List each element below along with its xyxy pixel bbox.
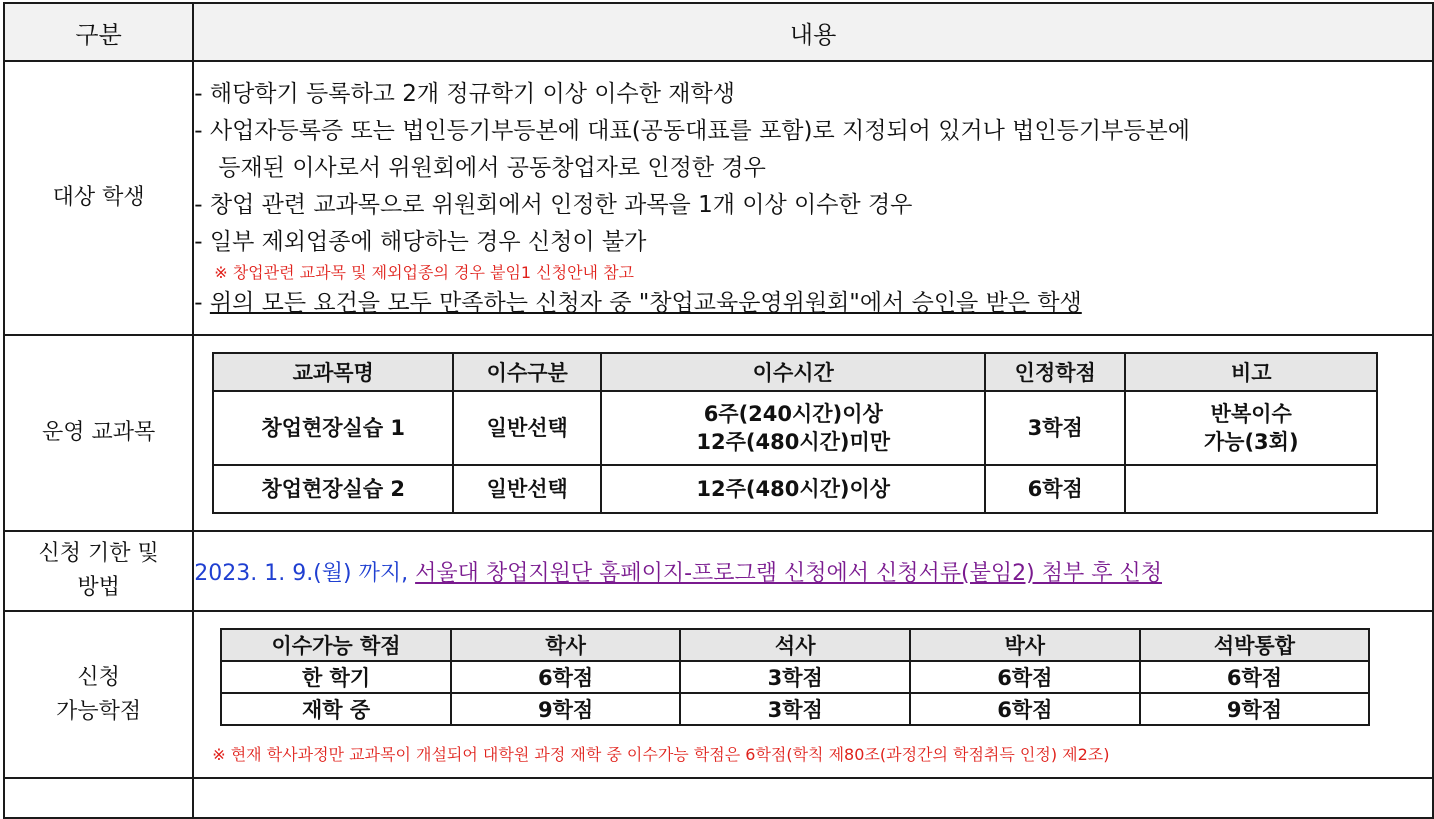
courses-header-hours: 이수시간 xyxy=(601,353,985,391)
eligible-line-1: - 해당학기 등록하고 2개 정규학기 이상 이수한 재학생 xyxy=(194,81,735,107)
eligible-label: 대상 학생 xyxy=(4,61,193,335)
credits-row xyxy=(4,611,1433,778)
credits-label-line-1: 신청 xyxy=(77,664,120,690)
credits-cell: 재학 중 xyxy=(221,693,451,725)
credits-note: ※ 현재 학사과정만 교과목이 개설되어 대학원 과정 재학 중 이수가능 학점은 6학점(학칙 제80조(과정간의 학점취득 인정) 제2조) xyxy=(212,745,1110,764)
apply-label-line-2: 방법 xyxy=(77,575,120,600)
courses-header-note: 비고 xyxy=(1125,353,1377,391)
courses-header-type: 이수구분 xyxy=(453,353,601,391)
course-credits: 6학점 xyxy=(985,465,1125,513)
course-type: 일반선택 xyxy=(453,465,601,513)
course-note-line-1: 반복이수 xyxy=(1210,402,1292,426)
eligible-note: ※ 창업관련 교과목 및 제외업종의 경우 붙임1 신청안내 참고 xyxy=(214,263,634,282)
next-label xyxy=(4,778,193,818)
courses-label: 운영 교과목 xyxy=(4,335,193,531)
apply-deadline: 2023. 1. 9.(월) 까지, xyxy=(194,560,409,586)
credits-cell: 9학점 xyxy=(451,693,681,725)
courses-content xyxy=(193,335,1433,531)
credits-label xyxy=(4,611,193,778)
credits-cell: 3학점 xyxy=(680,661,910,693)
credits-header-type: 이수가능 학점 xyxy=(221,629,451,661)
credits-header-integrated: 석박통합 xyxy=(1140,629,1370,661)
credits-cell: 6학점 xyxy=(910,693,1140,725)
courses-header-row xyxy=(213,353,1377,391)
eligible-row xyxy=(4,61,1433,335)
eligible-last-line: 위의 모든 요건을 모두 만족하는 신청자 중 "창업교육운영위원회"에서 승인을 받은 학생 xyxy=(209,290,1082,316)
header-row xyxy=(4,3,1433,61)
course-hours-line-2: 12주(480시간)미만 xyxy=(696,430,891,454)
eligible-line-3: 등재된 이사로서 위원회에서 공동창업자로 인정한 경우 xyxy=(218,155,766,181)
apply-row xyxy=(4,531,1433,611)
eligible-last-dash: - xyxy=(194,290,210,316)
apply-label xyxy=(4,531,193,611)
credits-header-master: 석사 xyxy=(680,629,910,661)
credits-header-row xyxy=(221,629,1369,661)
course-name: 창업현장실습 1 xyxy=(213,391,453,465)
courses-table xyxy=(212,352,1378,514)
courses-header-credits: 인정학점 xyxy=(985,353,1125,391)
table-row xyxy=(213,391,1377,465)
table-row xyxy=(221,693,1369,725)
eligible-line-6 xyxy=(194,285,1432,322)
courses-row xyxy=(4,335,1433,531)
course-credits: 3학점 xyxy=(985,391,1125,465)
credits-cell: 6학점 xyxy=(910,661,1140,693)
apply-content xyxy=(193,531,1433,611)
credits-table xyxy=(220,628,1370,726)
course-name: 창업현장실습 2 xyxy=(213,465,453,513)
credits-header-doctor: 박사 xyxy=(910,629,1140,661)
next-content xyxy=(193,778,1433,818)
table-row xyxy=(213,465,1377,513)
eligible-content xyxy=(193,61,1433,335)
guide-table xyxy=(3,2,1434,819)
courses-header-name: 교과목명 xyxy=(213,353,453,391)
next-row xyxy=(4,778,1433,818)
credits-cell: 6학점 xyxy=(451,661,681,693)
course-type: 일반선택 xyxy=(453,391,601,465)
course-note xyxy=(1125,391,1377,465)
course-hours xyxy=(601,391,985,465)
eligible-line-4: - 창업 관련 교과목으로 위원회에서 인정한 과목을 1개 이상 이수한 경우 xyxy=(194,192,913,218)
course-hours: 12주(480시간)이상 xyxy=(601,465,985,513)
course-note-line-2: 가능(3회) xyxy=(1203,430,1299,454)
table-row xyxy=(221,661,1369,693)
course-note xyxy=(1125,465,1377,513)
credits-header-bachelor: 학사 xyxy=(451,629,681,661)
apply-method-link[interactable]: 서울대 창업지원단 홈페이지-프로그램 신청에서 신청서류(붙임2) 첨부 후 신청 xyxy=(415,560,1162,586)
credits-cell: 6학점 xyxy=(1140,661,1370,693)
header-category: 구분 xyxy=(4,3,193,61)
credits-cell: 한 학기 xyxy=(221,661,451,693)
header-content: 내용 xyxy=(193,3,1433,61)
apply-label-line-1: 신청 기한 및 xyxy=(38,541,159,566)
credits-cell: 9학점 xyxy=(1140,693,1370,725)
eligible-line-2: - 사업자등록증 또는 법인등기부등본에 대표(공동대표를 포함)로 지정되어 있거나 법인등기부등본에 xyxy=(194,118,1190,144)
course-hours-line-1: 6주(240시간)이상 xyxy=(703,402,883,426)
credits-cell: 3학점 xyxy=(680,693,910,725)
eligible-line-5: - 일부 제외업종에 해당하는 경우 신청이 불가 xyxy=(194,229,647,255)
credits-content xyxy=(193,611,1433,778)
credits-label-line-2: 가능학점 xyxy=(56,698,142,724)
